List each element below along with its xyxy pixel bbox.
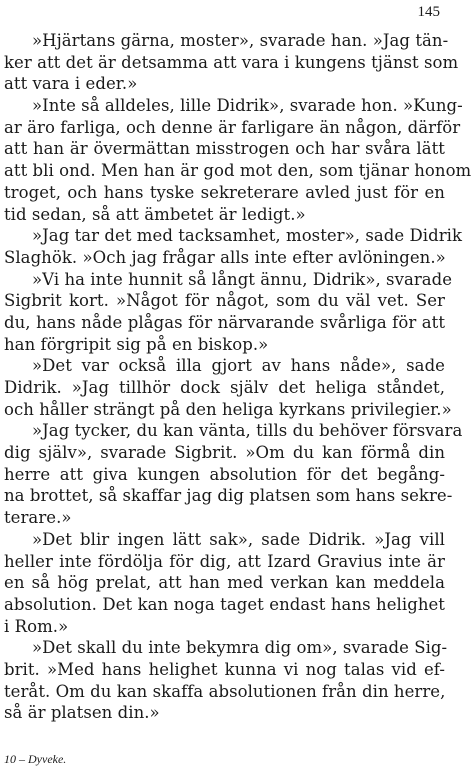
text-line: i Rom.» bbox=[4, 616, 69, 636]
text-line: en så hög prelat, att han med verkan kan meddela bbox=[4, 573, 445, 593]
text-line: teråt. Om du kan skaffa absolutionen från din herre, bbox=[4, 681, 446, 701]
text-line: att bli ond. Men han är god mot den, som tjänar honom bbox=[4, 161, 472, 181]
text-line: ar äro farliga, och denne är farligare än någon, därför bbox=[4, 117, 461, 137]
text-line: att han är övermättan misstrogen och har svåra lätt bbox=[4, 139, 445, 159]
text-line: Didrik. »Jag tillhör dock själv det heliga ståndet, bbox=[4, 378, 445, 397]
text-line: brit. »Med hans helighet kunna vi nog talas vid ef- bbox=[4, 659, 445, 679]
text-line: och håller strängt på den heliga kyrkans privilegier.» bbox=[4, 399, 452, 419]
text-line: dig själv», svarade Sigbrit. »Om du kan förmå din bbox=[4, 443, 445, 463]
text-line: att vara i eder.» bbox=[4, 74, 138, 94]
text-line: tid sedan, så att ämbetet är ledigt.» bbox=[4, 204, 306, 224]
text-line: Sigbrit kort. »Något för något, som du väl vet. Ser bbox=[4, 291, 445, 311]
text-line: »Hjärtans gärna, moster», svarade han. »Jag tän- bbox=[32, 31, 449, 50]
text-line: heller inte fördölja för dig, att Izard Gravius inte är bbox=[4, 551, 445, 571]
body-text bbox=[4, 30, 472, 724]
text-line: absolution. Det kan noga taget endast hans helighet bbox=[4, 594, 445, 614]
text-line: »Det blir ingen lätt sak», sade Didrik. »Jag vill bbox=[32, 529, 445, 549]
signature-mark: 10 – Dyveke. bbox=[4, 752, 67, 766]
text-line: så är platsen din.» bbox=[4, 703, 160, 723]
text-line: »Jag tycker, du kan vänta, tills du behöver försvara bbox=[32, 421, 463, 441]
text-line: troget, och hans tyske sekreterare avled just för en bbox=[4, 182, 445, 202]
text-line: ker att det är detsamma att vara i kungens tjänst som bbox=[4, 52, 459, 72]
text-line: terare.» bbox=[4, 508, 72, 528]
text-line: »Inte så alldeles, lille Didrik», svarade hon. »Kung- bbox=[32, 96, 463, 116]
text-line: »Vi ha inte hunnit så långt ännu, Didrik», svarade bbox=[32, 269, 453, 289]
page-number: 145 bbox=[417, 4, 440, 20]
text-line: »Det skall du inte bekymra dig om», svarade Sig- bbox=[32, 638, 448, 658]
text-line: Slaghök. »Och jag frågar alls inte efter avlöningen.» bbox=[4, 247, 446, 267]
text-line: »Jag tar det med tacksamhet, moster», sade Didrik bbox=[32, 226, 463, 246]
text-line: han förgripit sig på en biskop.» bbox=[4, 334, 269, 354]
text-line: na brottet, så skaffar jag dig platsen som hans sekre- bbox=[4, 486, 453, 506]
text-line: »Det var också illa gjort av hans nåde», sade bbox=[32, 356, 445, 376]
text-line: du, hans nåde plågas för närvarande svårliga för att bbox=[4, 312, 445, 332]
text-line: herre att giva kungen absolution för det begång- bbox=[4, 464, 445, 484]
